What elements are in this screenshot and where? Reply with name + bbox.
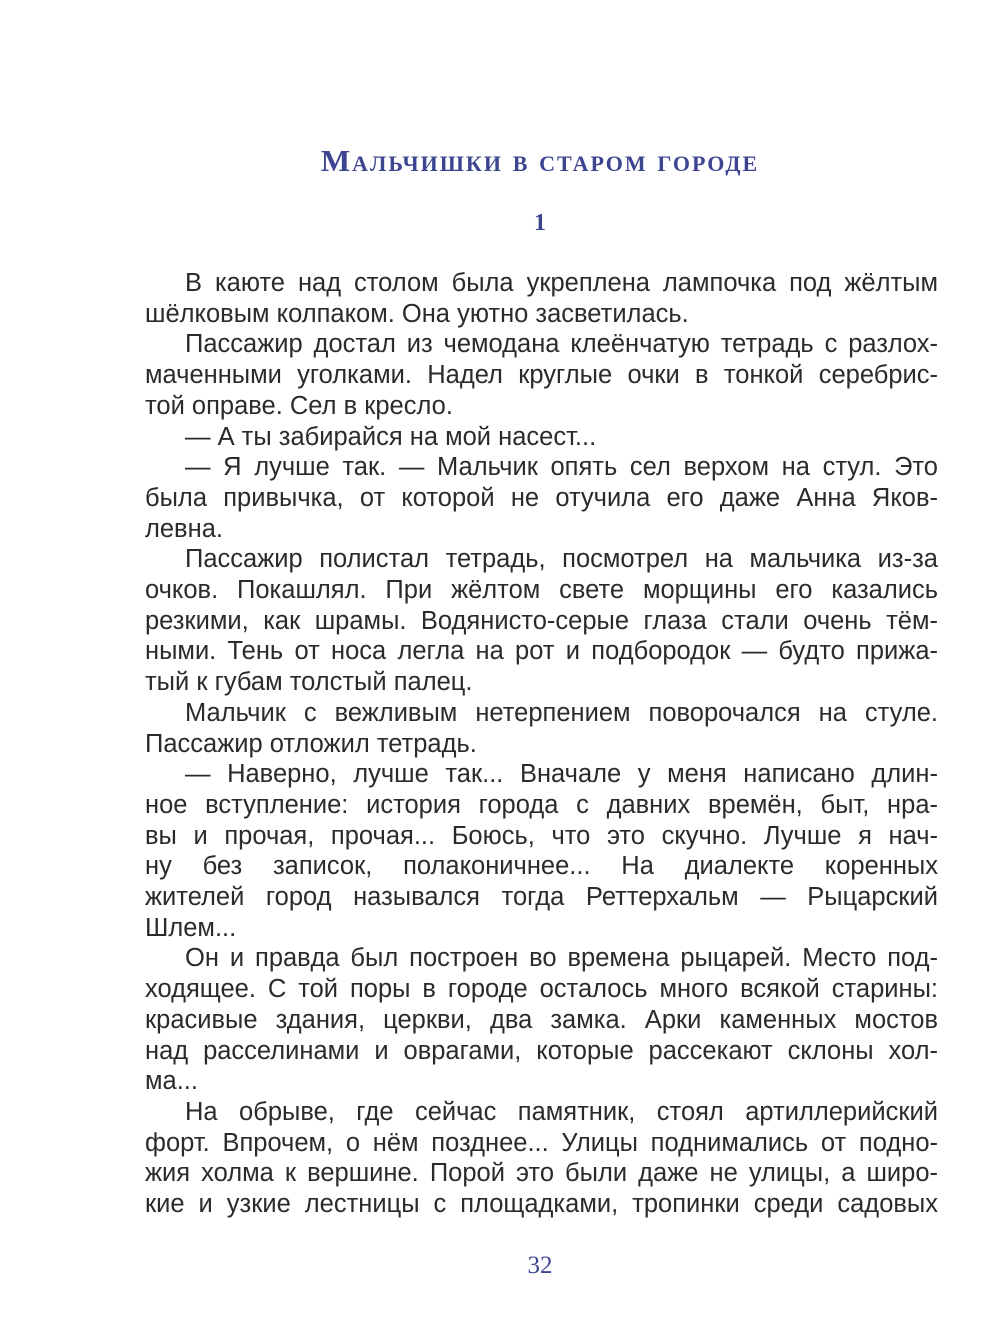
- paragraph: [145, 759, 938, 943]
- text-line: резкими, как шрамы. Водянисто-серые глаза стали очень тём-: [145, 606, 938, 635]
- paragraph: [145, 1097, 938, 1220]
- text-line: тый к губам толстый палец.: [145, 668, 473, 697]
- paragraph: [145, 422, 938, 453]
- text-line: красивые здания, церкви, два замка. Арки каменных мостов: [145, 1005, 938, 1034]
- text-line: левна.: [145, 514, 223, 543]
- text-line: — Я лучше так. — Мальчик опять сел верхом на стул. Это: [185, 453, 938, 482]
- paragraph: [145, 698, 938, 759]
- paragraph: [145, 329, 938, 421]
- text-line: ное вступление: история города с давних времён, быт, нра-: [145, 790, 938, 819]
- body-text: [145, 268, 938, 1220]
- text-line: Пассажир достал из чемодана клеёнчатую тетрадь с разлох-: [185, 330, 938, 359]
- text-line: В каюте над столом была укреплена лампочка под жёлтым: [185, 269, 938, 297]
- text-line: шёлковым колпаком. Она уютно засветилась.: [145, 299, 689, 328]
- page-number: 32: [527, 1252, 553, 1279]
- text-line: — Наверно, лучше так... Вначале у меня написано длин-: [185, 760, 938, 789]
- text-line: той оправе. Сел в кресло.: [145, 391, 453, 420]
- text-line: вы и прочая, прочая... Боюсь, что это скучно. Лучше я нач-: [145, 821, 938, 850]
- text-line: ными. Тень от носа легла на рот и подбородок — будто прижа-: [145, 637, 938, 666]
- section-number: 1: [534, 210, 546, 236]
- paragraph: [145, 452, 938, 544]
- text-line: была привычка, от которой не отучила его даже Анна Яков-: [145, 483, 938, 512]
- text-line: ма...: [145, 1067, 198, 1096]
- text-line: очков. Покашлял. При жёлтом свете морщины его казались: [145, 576, 938, 605]
- text-line: кие и узкие лестницы с площадками, тропинки среди садовых: [145, 1190, 938, 1219]
- text-line: Он и правда был построен во времена рыцарей. Место под-: [185, 944, 938, 973]
- text-line: маченными уголками. Надел круглые очки в тонкой серебрис-: [145, 361, 938, 390]
- text-line: — А ты забирайся на мой насест...: [185, 422, 597, 451]
- text-line: ну без записок, полаконичнее... На диалекте коренных: [145, 852, 938, 881]
- text-line: Пассажир отложил тетрадь.: [145, 729, 477, 758]
- text-line: ходящее. С той поры в городе осталось много всякой старины:: [145, 975, 938, 1004]
- text-line: На обрыве, где сейчас памятник, стоял артиллерийский: [185, 1097, 938, 1126]
- paragraph: [145, 544, 938, 698]
- text-line: над расселинами и оврагами, которые рассекают склоны хол-: [145, 1036, 938, 1065]
- text-line: Мальчик с вежливым нетерпением поворочался на стуле.: [185, 698, 938, 727]
- paragraph: [145, 268, 938, 329]
- text-line: форт. Впрочем, о нём позднее... Улицы поднимались от подно-: [145, 1128, 938, 1157]
- text-line: жия холма к вершине. Порой это были даже не улицы, а широ-: [145, 1159, 938, 1188]
- paragraph: [145, 943, 938, 1097]
- text-line: Шлем...: [145, 913, 237, 942]
- text-line: Пассажир полистал тетрадь, посмотрел на мальчика из-за: [185, 545, 938, 574]
- chapter-title: Мальчишки в старом городе: [320, 143, 760, 178]
- text-line: жителей город назывался тогда Реттерхальм — Рыцарский: [145, 883, 938, 912]
